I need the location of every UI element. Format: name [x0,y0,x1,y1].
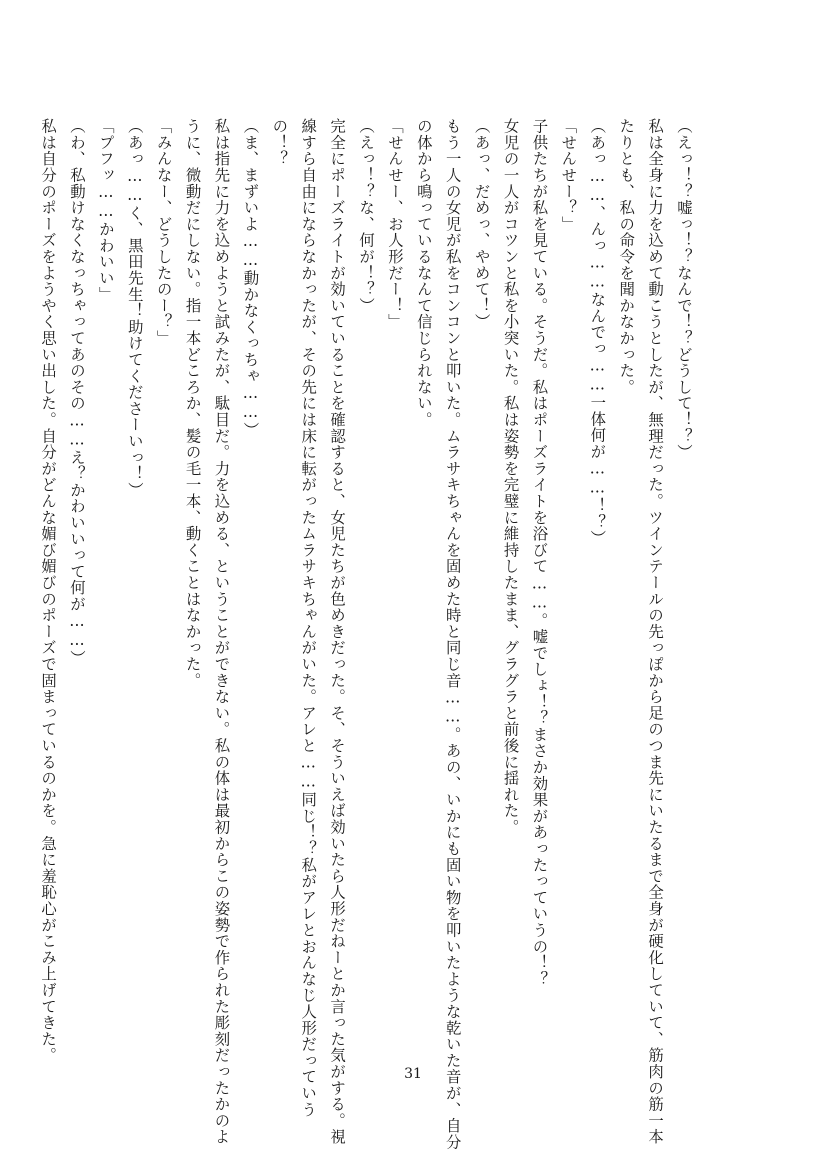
text-line: （あっ、だめっ、やめて！） [472,118,491,330]
text-line: の体から鳴っているなんて信じられない。 [414,118,433,428]
text-line: （えっ！？嘘っ！？なんで！？どうして！？） [675,118,693,461]
text-line: 子供たちが私を見ている。そうだ。私はポーズライトを浴びて……。嘘でしょ！？まさか効果があったっていうの！？ [530,118,549,988]
text-line: 「みんなー、どうしたのー？」 [154,118,173,347]
text-line: の！？ [270,118,289,167]
text-line: 「プフッ……かわいい」 [96,118,115,303]
text-line: （あっ……く、黒田先生！助けてくださーいっ！） [125,118,144,499]
text-line: （あっ……、んっ……なんでっ……一体何が……！？） [588,118,607,547]
text-line: 「せんせー、お人形だー！」 [385,118,404,330]
text-line: たりとも、私の命令を聞かなかった。 [617,118,636,396]
text-line: （わ、私動けなくなっちゃってあのその……え？かわいいって何が……） [67,118,86,667]
text-line: 女児の一人がコツンと私を小突いた。私は姿勢を完璧に維持したまま、グラグラと前後に揺れた。 [501,118,520,836]
text-line: もう一人の女児が私をコンコンと叩いた。ムラサキちゃんを固めた時と同じ音……。あの、いかにも固い物を叩いたような乾いた音が、自分 [443,118,462,1151]
text-line: 私は自分のポーズをようやく思い出した。自分がどんな媚び媚びのポーズで固まっているのかを。急に羞恥心がこみ上げてきた。 [39,118,58,1064]
text-line: うに、微動だにしない。指一本どころか、髪の毛一本、動くことはなかった。 [183,118,202,689]
text-line: 「せんせー？」 [559,118,578,233]
text-line: （えっ！？な、何が！？） [357,118,376,314]
text-line: 私は全身に力を込めて動こうとしたが、無理だった。ツインテールの先っぽから足のつま先にいたるまで全身が硬化していて、筋肉の筋一本 [646,118,665,1145]
text-line: 私は指先に力を込めようと試みたが、駄目だ。力を込める、ということができない。私の体は最初からこの姿勢で作られた彫刻だったかのよ [212,118,231,1145]
text-line: （ま、まずいよ……動かなくっちゃ……） [241,118,260,439]
page-number: 31 [404,1066,422,1082]
text-line: 完全にポーズライトが効いていることを確認すると、女児たちが色めきだった。そ、そういえば効いたら人形だねーとか言った気がする。視 [328,118,347,1145]
text-line: 線すら自由にならなかったが、その先には床に転がったムラサキちゃんがいた。アレと……同じ！？私がアレとおんなじ人形だっていう [299,118,318,1118]
